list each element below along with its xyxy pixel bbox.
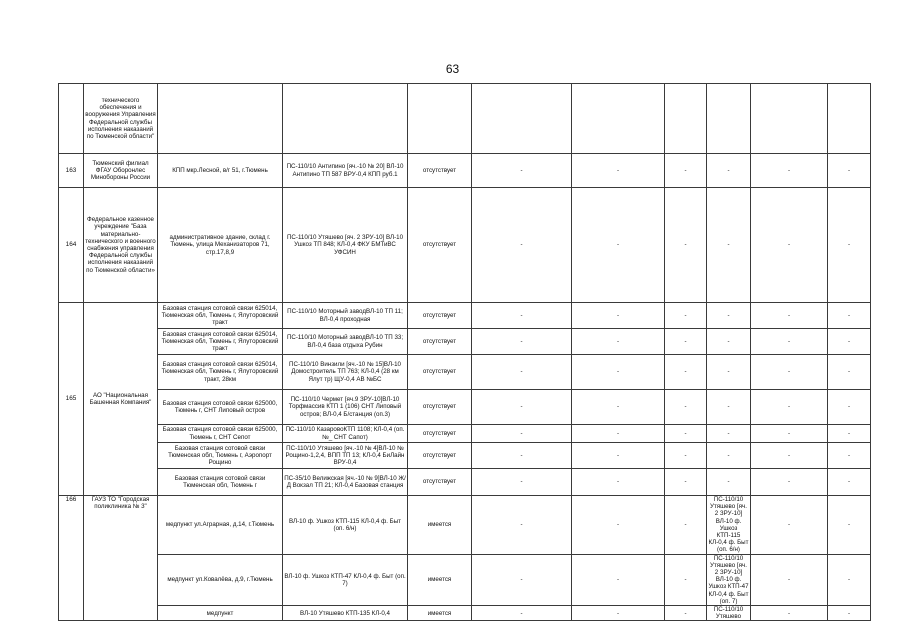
power-source-cell: ПС-110/10 Чермет [яч.9 ЗРУ-10]ВЛ-10 Торфмассив КТП 1 (106) СНТ Липовый остров; ВЛ-0,4 Б/станция (оп.3) [283, 390, 408, 425]
row-number: 164 [59, 188, 84, 303]
table-row [59, 329, 871, 355]
data-cell: - [707, 329, 751, 355]
power-source-cell: ПС-110/10 Утяшево [яч. 2 ЗРУ-10] ВЛ-10 Ушкоз ТП 848; КЛ-0,4 ФКУ БМТиВС УФСИН [283, 188, 408, 303]
power-source-cell: ПС-110/10 Антипино [яч.-10 № 20] ВЛ-10 Антипино ТП 587 ВРУ-0,4 КПП руб.1 [283, 154, 408, 188]
status-cell: имеется [408, 554, 472, 605]
address-cell: медпункт ул.Ковалёва, д.9, г.Тюмень [158, 554, 283, 605]
power-source-cell: ПС-35/10 Велижская [яч.-10 № 9]ВЛ-10 Ж/Д Вокзал ТП 21; КЛ-0,4 Базовая станция [283, 469, 408, 496]
data-cell: - [572, 154, 665, 188]
data-cell: - [472, 554, 572, 605]
row-number [59, 84, 84, 154]
address-cell: Базовая станция сотовой связи Тюменская обл, Тюмень г, Аэропорт Рощино [158, 443, 283, 469]
organization-cell: ГАУЗ ТО "Городская поликлиника № 3" [84, 496, 158, 621]
data-cell: - [751, 303, 828, 329]
table-row [59, 496, 871, 555]
data-cell: ПС-110/10 Утяшево [яч. 2 ЗРУ-10] ВЛ-10 ф. Ушкоз КТП-115 КЛ-0,4 ф. Быт (оп. 6/н) [707, 496, 751, 555]
address-cell [158, 84, 283, 154]
data-cell: - [665, 154, 707, 188]
power-source-cell: ВЛ-10 ф. Ушкоз КТП-115 КЛ-0,4 ф. Быт (оп. 6/н) [283, 496, 408, 555]
status-cell [408, 84, 472, 154]
power-source-cell: ВЛ-10 Утяшево КТП-135 КЛ-0,4 [283, 606, 408, 621]
data-cell: - [472, 606, 572, 621]
status-cell: имеется [408, 496, 472, 555]
data-cell [572, 84, 665, 154]
table-row [59, 469, 871, 496]
data-cell [707, 84, 751, 154]
data-cell: - [665, 469, 707, 496]
data-cell: - [472, 496, 572, 555]
table-row [59, 84, 871, 154]
data-cell: - [707, 188, 751, 303]
data-table [58, 83, 871, 621]
data-cell: - [572, 496, 665, 555]
status-cell: отсутствует [408, 154, 472, 188]
data-cell: - [828, 188, 871, 303]
row-number: 165 [59, 303, 84, 496]
data-cell: - [572, 443, 665, 469]
status-cell: имеется [408, 606, 472, 621]
data-cell: - [707, 443, 751, 469]
data-cell: - [828, 469, 871, 496]
data-cell: - [828, 496, 871, 555]
data-cell: - [828, 154, 871, 188]
data-cell: - [828, 303, 871, 329]
table-row [59, 154, 871, 188]
data-cell: - [572, 606, 665, 621]
status-cell: отсутствует [408, 390, 472, 425]
page-number: 63 [445, 62, 460, 76]
data-cell: - [572, 425, 665, 443]
table-row [59, 425, 871, 443]
address-cell: Базовая станция сотовой связи 625000, Тюмень г, СНТ Липовый остров [158, 390, 283, 425]
data-cell: - [751, 425, 828, 443]
data-cell: - [828, 425, 871, 443]
data-cell [665, 84, 707, 154]
data-cell: ПС-110/10 Утяшево [707, 606, 751, 621]
organization-cell: АО "Национальная Башенная Компания" [84, 303, 158, 496]
status-cell: отсутствует [408, 188, 472, 303]
data-cell: - [665, 496, 707, 555]
data-cell: - [572, 329, 665, 355]
data-cell: - [665, 554, 707, 605]
data-cell: ПС-110/10 Утяшево [яч. 2 ЗРУ-10] ВЛ-10 ф. Ушкоз КТП-47 КЛ-0,4 ф. Быт (оп. 7) [708, 554, 749, 605]
power-source-cell: ПС-110/10 КазаровоКТП 1108; КЛ-0,4 (оп.№_ СНТ Сапот) [283, 425, 408, 443]
row-number: 163 [59, 154, 84, 188]
data-cell: - [665, 188, 707, 303]
data-cell: - [751, 390, 828, 425]
data-cell: - [751, 355, 828, 390]
data-cell: - [472, 355, 572, 390]
data-cell: - [472, 329, 572, 355]
address-cell: Базовая станция сотовой связи Тюменская обл, Тюмень г [158, 469, 283, 496]
data-cell: - [707, 154, 751, 188]
organization-cell: Федеральное казенное учреждение "База материально-технического и военного снабжения управления Федеральной службы исполнения наказаний по Тюменской области» [84, 188, 158, 303]
power-source-cell: ПС-110/10 Утяшево [яч.-10 № 4]ВЛ-10 № Рощино-1,2,4, ВПП ТП 13; КЛ-0,4 БиЛайн ВРУ-0,4 [283, 443, 408, 469]
data-cell: - [665, 606, 707, 621]
status-cell: отсутствует [408, 469, 472, 496]
data-cell: - [751, 329, 828, 355]
status-cell: отсутствует [408, 443, 472, 469]
power-source-cell: ПС-110/10 Моторный заводВЛ-10 ТП 11; ВЛ-0,4 проходная [283, 303, 408, 329]
data-cell: - [751, 496, 828, 555]
data-cell: - [707, 390, 751, 425]
data-cell: - [707, 355, 751, 390]
data-cell: - [572, 355, 665, 390]
data-cell: - [828, 606, 871, 621]
power-source-cell: ПС-110/10 Винзили [яч.-10 № 15]ВЛ-10 Домостроитель ТП 763; КЛ-0,4 (28 км Ялут тр) ЩУ-0,4 АВ №БС [283, 355, 408, 390]
data-cell: - [751, 469, 828, 496]
table-row [59, 390, 871, 425]
data-cell: - [472, 188, 572, 303]
address-cell: Базовая станция сотовой связи 625000, Тюмень г, СНТ Сепот [158, 425, 283, 443]
data-cell: - [665, 390, 707, 425]
status-cell: отсутствует [408, 329, 472, 355]
address-cell: КПП мкр.Лесной, в/г 51, г.Тюмень [158, 154, 283, 188]
power-source-cell: ПС-110/10 Моторный заводВЛ-10 ТП 33; ВЛ-0,4 база отдыха Рубин [283, 329, 408, 355]
address-cell: Базовая станция сотовой связи 625014, Тюменская обл, Тюмень г, Ялуторовский тракт, 28км [158, 355, 283, 390]
data-cell: - [751, 154, 828, 188]
data-cell: - [665, 425, 707, 443]
data-cell: - [828, 390, 871, 425]
data-cell [828, 84, 871, 154]
organization-cell: Тюменский филиал ФГАУ Оборонлес Минобороны России [84, 154, 158, 188]
data-cell: - [751, 554, 828, 605]
data-cell: - [572, 188, 665, 303]
data-cell: - [707, 469, 751, 496]
row-number: 166 [59, 496, 84, 621]
table-row [59, 443, 871, 469]
address-cell: медпункт ул.Аграрная, д.14, г.Тюмень [158, 496, 283, 555]
data-cell: - [828, 355, 871, 390]
data-cell [751, 84, 828, 154]
data-cell: - [472, 303, 572, 329]
power-source-cell: ВЛ-10 ф. Ушкоз КТП-47 КЛ-0,4 ф. Быт (оп. 7) [283, 554, 408, 605]
data-cell: - [751, 188, 828, 303]
power-source-cell [283, 84, 408, 154]
data-cell: - [707, 303, 751, 329]
data-cell: - [665, 329, 707, 355]
address-cell: медпункт [158, 606, 283, 621]
data-cell: - [472, 390, 572, 425]
data-cell: - [707, 425, 751, 443]
data-cell: - [751, 606, 828, 621]
data-cell: - [472, 425, 572, 443]
status-cell: отсутствует [408, 425, 472, 443]
address-cell: административное здание, склад г. Тюмень, улица Механизаторов 71, стр.17,8,9 [158, 188, 283, 303]
data-cell: - [665, 303, 707, 329]
data-cell: - [828, 329, 871, 355]
data-cell: - [828, 443, 871, 469]
data-cell: - [665, 443, 707, 469]
data-cell: - [665, 355, 707, 390]
data-cell: - [572, 554, 665, 605]
data-cell: - [472, 469, 572, 496]
address-cell: Базовая станция сотовой связи 625014, Тюменская обл, Тюмень г, Ялуторовский тракт [158, 303, 283, 329]
table-row [59, 606, 871, 621]
data-cell [472, 84, 572, 154]
address-cell: Базовая станция сотовой связи 625014, Тюменская обл, Тюмень г, Ялуторовский тракт [158, 329, 283, 355]
table-row [59, 355, 871, 390]
data-cell: - [472, 443, 572, 469]
data-cell: - [472, 154, 572, 188]
table-row [59, 554, 871, 605]
organization-cell: технического обеспечения и вооружения Управления Федеральной службы исполнения наказаний по Тюменской области" [84, 84, 158, 154]
table-row [59, 303, 871, 329]
data-cell: - [751, 443, 828, 469]
status-cell: отсутствует [408, 355, 472, 390]
data-cell: - [572, 390, 665, 425]
data-cell: - [572, 303, 665, 329]
data-cell: - [828, 554, 871, 605]
data-cell: - [572, 469, 665, 496]
table-row [59, 188, 871, 303]
status-cell: отсутствует [408, 303, 472, 329]
